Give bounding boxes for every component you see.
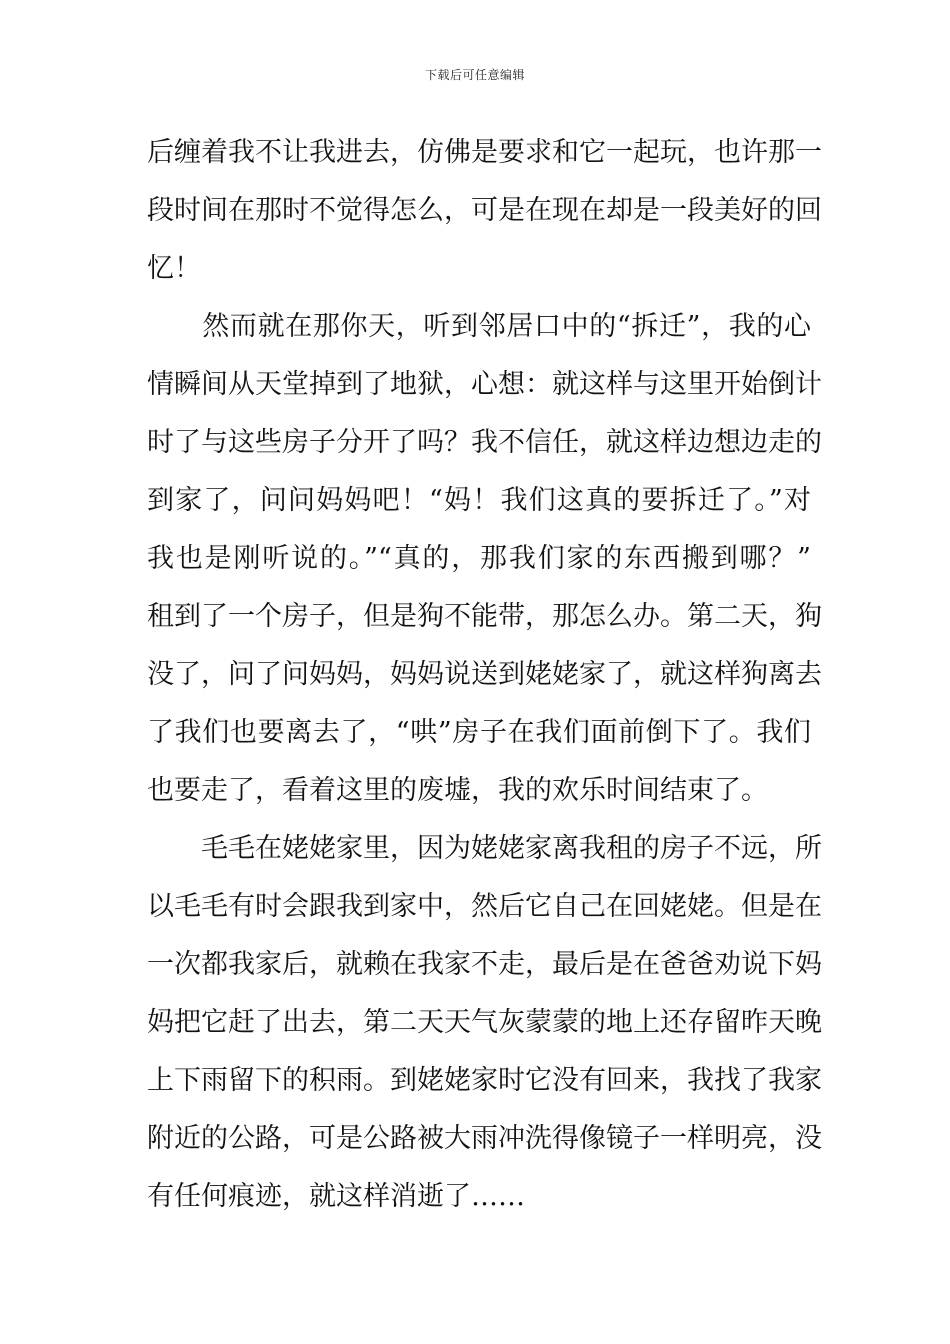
text-line: 一次都我家后，就赖在我家不走，最后是在爸爸劝说下妈 (147, 949, 822, 980)
text-line: 到家了，问问妈妈吧！“妈！我们这真的要拆迁了。”对 (147, 485, 811, 516)
text-line: 情瞬间从天堂掉到了地狱，心想：就这样与这里开始倒计 (147, 369, 822, 400)
text-line: 也要走了，看着这里的废墟，我的欢乐时间结束了。 (147, 775, 768, 806)
text-line: 毛毛在姥姥家里，因为姥姥家离我租的房子不远，所 (147, 833, 822, 864)
text-line: 段时间在那时不觉得怎么，可是在现在却是一段美好的回 (147, 195, 822, 226)
text-line: 租到了一个房子，但是狗不能带，那怎么办。第二天，狗 (147, 601, 822, 632)
text-line: 了我们也要离去了，“哄”房子在我们面前倒下了。我们 (147, 717, 811, 748)
text-line: 以毛毛有时会跟我到家中，然后它自己在回姥姥。但是在 (147, 891, 822, 922)
text-line: 忆！ (147, 253, 201, 284)
text-line: 我也是刚听说的。”“真的，那我们家的东西搬到哪？” (147, 543, 811, 574)
text-line: 然而就在那你天，听到邻居口中的“拆迁”，我的心 (147, 311, 811, 342)
header-note: 下载后可任意编辑 (424, 68, 525, 82)
text-line: 妈把它赶了出去，第二天天气灰蒙蒙的地上还存留昨天晚 (147, 1007, 822, 1038)
text-line: 附近的公路，可是公路被大雨冲洗得像镜子一样明亮，没 (147, 1123, 822, 1154)
text-line: 时了与这些房子分开了吗？我不信任，就这样边想边走的 (147, 427, 822, 458)
document-body (147, 124, 822, 1226)
text-line: 上下雨留下的积雨。到姥姥家时它没有回来，我找了我家 (147, 1065, 822, 1096)
text-line: 有任何痕迹，就这样消逝了…… (147, 1181, 525, 1212)
text-line: 后缠着我不让我进去，仿佛是要求和它一起玩，也许那一 (147, 137, 822, 168)
text-line: 没了，问了问妈妈，妈妈说送到姥姥家了，就这样狗离去 (147, 659, 822, 690)
